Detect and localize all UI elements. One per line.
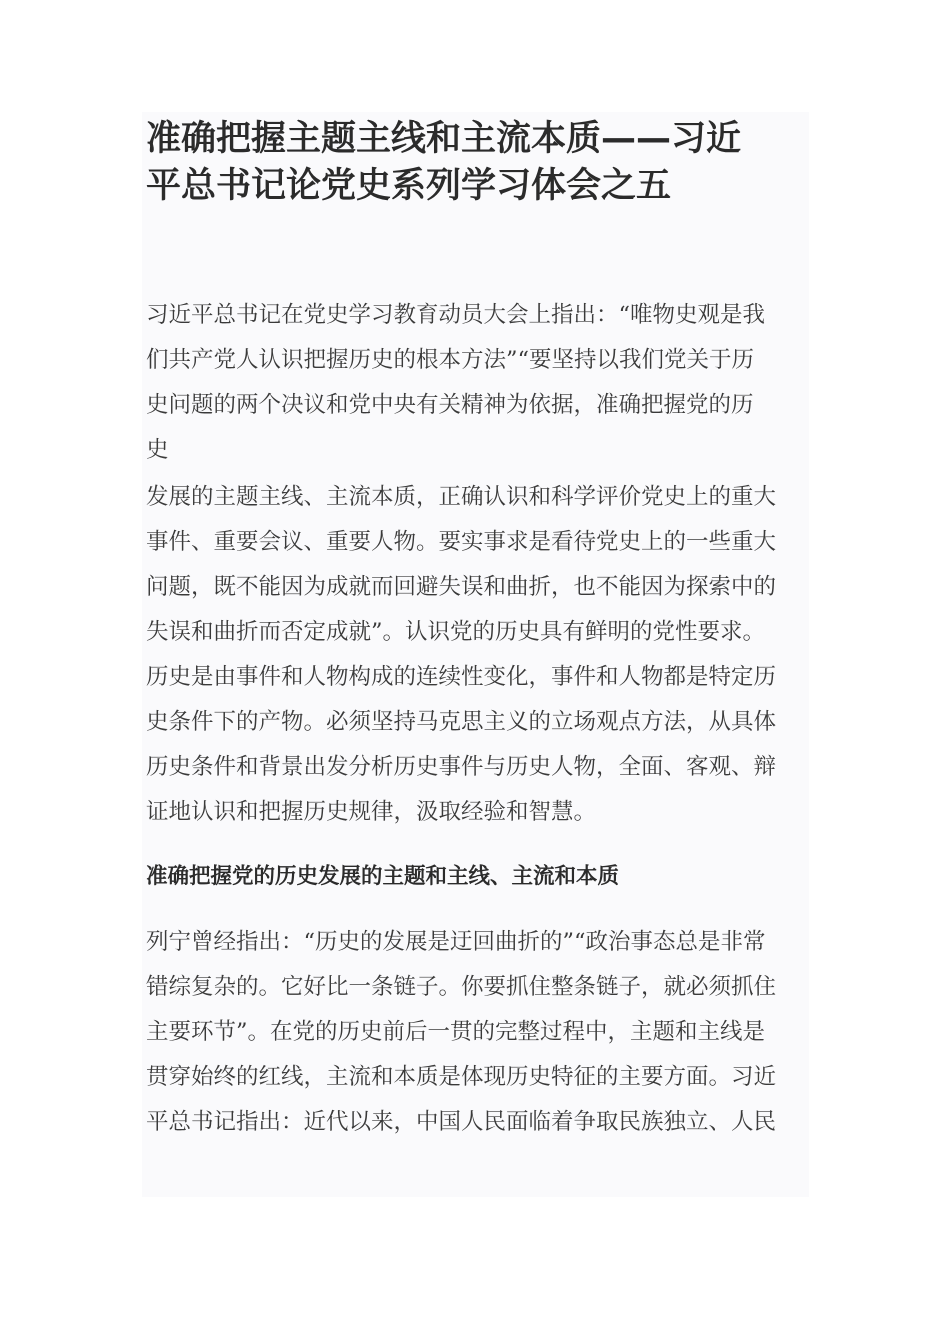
paragraph-1 (146, 293, 810, 473)
paragraph-2-line: 证地认识和把握历史规律，汲取经验和智慧。 (146, 799, 597, 825)
title-line-1: 准确把握主题主线和主流本质——习近 (146, 119, 742, 159)
paragraph-2-line: 历史是由事件和人物构成的连续性变化，事件和人物都是特定历 (146, 664, 777, 690)
paragraph-3-line: 错综复杂的。它好比一条链子。你要抓住整条链子，就必须抓住 (146, 974, 777, 1000)
document-title (146, 116, 786, 210)
paragraph-1-line: 习近平总书记在党史学习教育动员大会上指出：“唯物史观是我 (146, 302, 766, 328)
paragraph-2-line: 史条件下的产物。必须坚持马克思主义的立场观点方法，从具体 (146, 709, 777, 735)
paragraph-2-line: 发展的主题主线、主流本质，正确认识和科学评价党史上的重大 (146, 484, 777, 510)
paragraph-3-line: 列宁曾经指出：“历史的发展是迂回曲折的”“政治事态总是非常 (146, 929, 766, 955)
paragraph-2-line: 失误和曲折而否定成就”。认识党的历史具有鲜明的党性要求。 (146, 619, 766, 645)
paragraph-3-line: 贯穿始终的红线，主流和本质是体现历史特征的主要方面。习近 (146, 1064, 777, 1090)
paragraph-2-line: 问题，既不能因为成就而回避失误和曲折，也不能因为探索中的 (146, 574, 777, 600)
paragraph-3 (146, 920, 810, 1145)
title-line-2: 平总书记论党史系列学习体会之五 (146, 166, 672, 206)
paragraph-2-line: 历史条件和背景出发分析历史事件与历史人物，全面、客观、辩 (146, 754, 777, 780)
paragraph-1-line: 们共产党人认识把握历史的根本方法”“要坚持以我们党关于历 (146, 347, 755, 373)
paragraph-3-line: 平总书记指出：近代以来，中国人民面临着争取民族独立、人民 (146, 1109, 777, 1135)
section-heading: 准确把握党的历史发展的主题和主线、主流和本质 (146, 864, 620, 889)
paragraph-3-line: 主要环节”。在党的历史前后一贯的完整过程中，主题和主线是 (146, 1019, 766, 1045)
paragraph-1-line: 史 (146, 437, 169, 463)
paragraph-2-line: 事件、重要会议、重要人物。要实事求是看待党史上的一些重大 (146, 529, 777, 555)
paragraph-1-line: 史问题的两个决议和党中央有关精神为依据，准确把握党的历 (146, 392, 754, 418)
paragraph-2 (146, 475, 810, 835)
